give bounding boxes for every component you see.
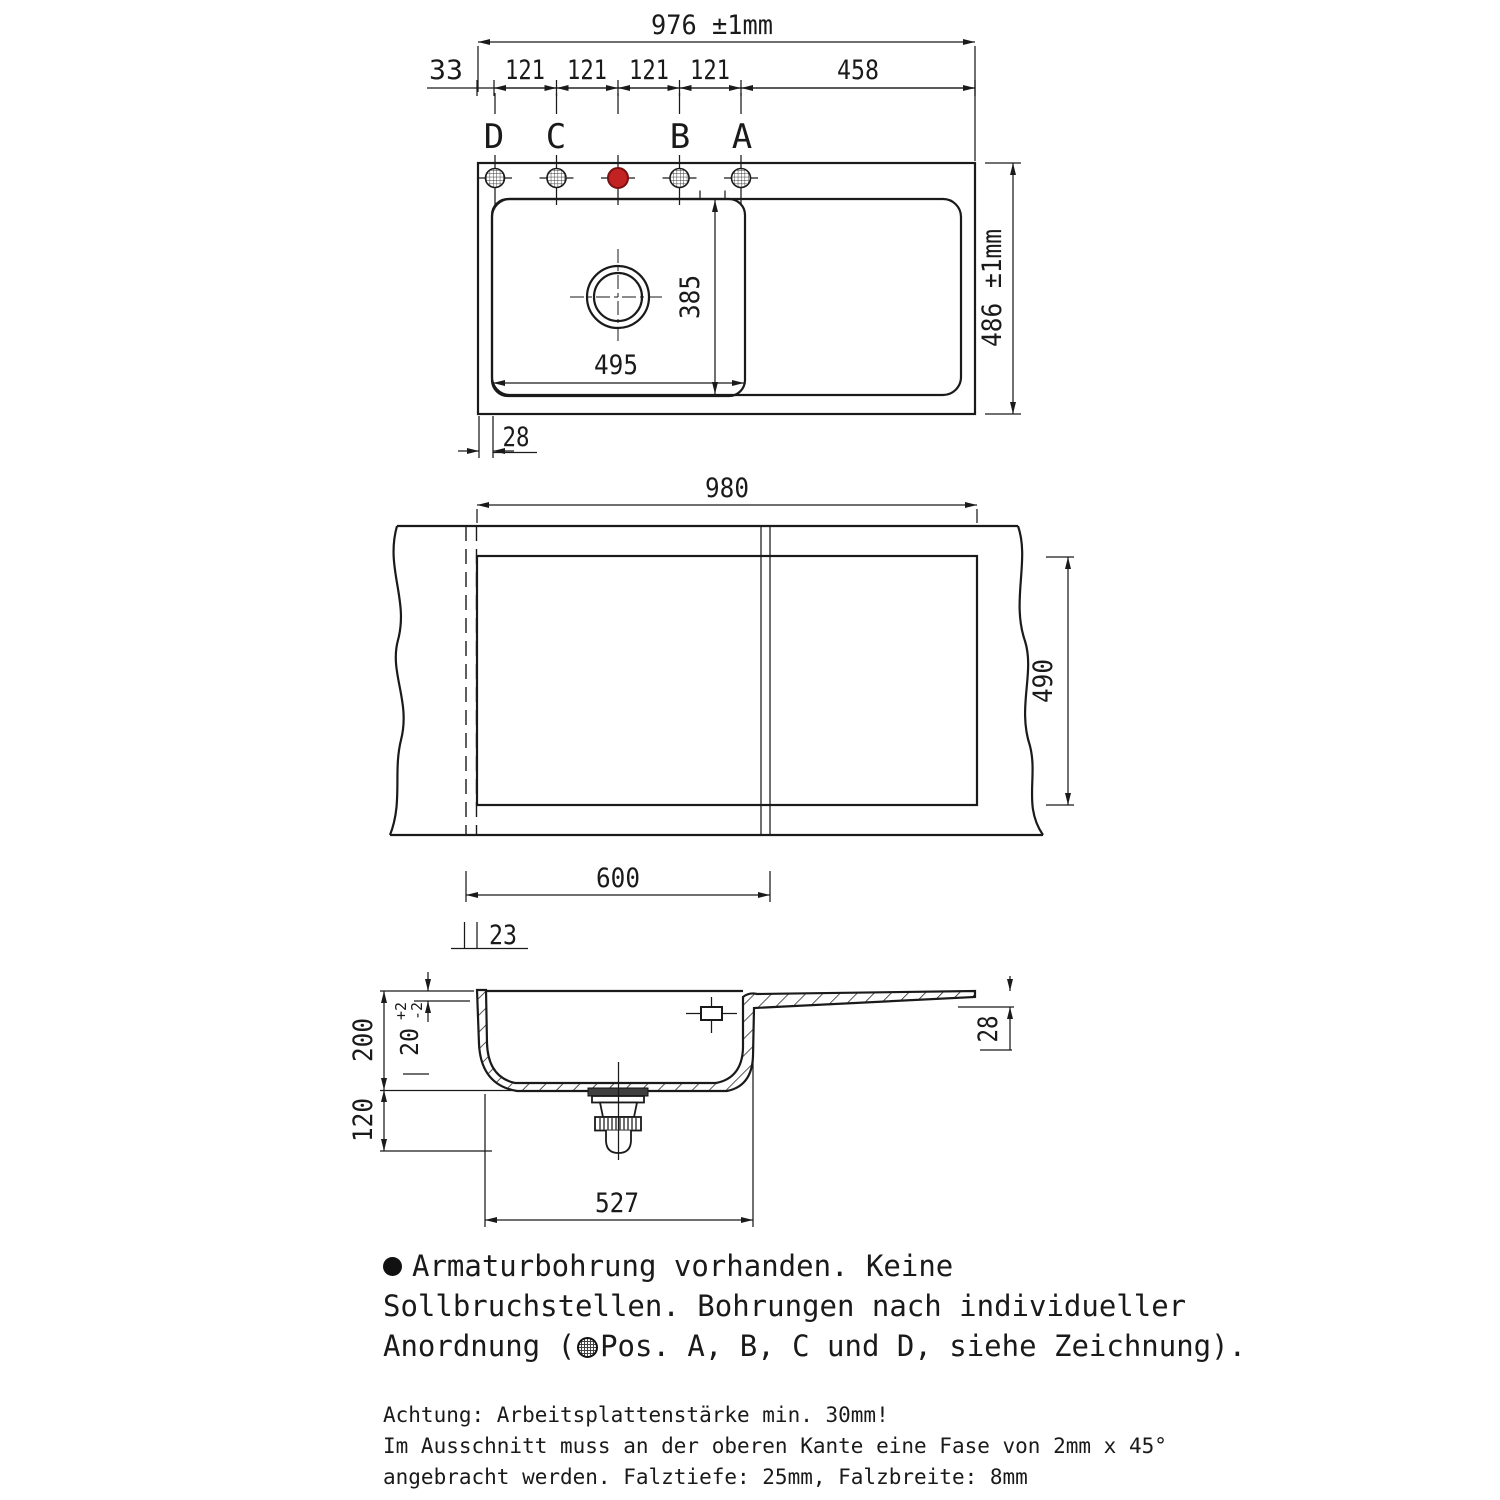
hole-letter-D: D	[483, 117, 505, 157]
dim-front-offset-label: 23	[489, 920, 517, 951]
hole-letter-C: C	[545, 117, 567, 157]
sink-body-section	[477, 990, 975, 1091]
cutout-view	[390, 473, 1074, 951]
worktop-break-left	[390, 526, 404, 835]
dim-hole-spacing-chain	[427, 55, 975, 114]
dim-rim-plus: +2	[392, 1001, 410, 1020]
dim-cutout-width	[477, 473, 977, 523]
warning-line-2: Im Ausschnitt muss an der oberen Kante eine Fase von 2mm x 45°	[383, 1434, 1167, 1458]
drain-assembly	[588, 1062, 648, 1160]
note-line-1-text: Armaturbohrung vorhanden. Keine	[412, 1249, 954, 1283]
seg-121-label: 121	[505, 55, 545, 86]
dim-cutout-depth-label: 490	[1028, 654, 1059, 703]
hole-letters	[484, 117, 752, 157]
dim-cutout-depth	[1028, 557, 1074, 805]
dim-clearance-label: 120	[348, 1093, 379, 1142]
dim-rim-tolerance	[392, 972, 470, 1074]
bullet-dot-icon	[383, 1257, 402, 1276]
hole-extension-lines	[495, 93, 741, 114]
dim-edge-height-label: 28	[973, 1009, 1004, 1043]
hole-B-icon	[670, 169, 689, 188]
note-line-2	[383, 1286, 1246, 1326]
notes-block-holes	[383, 1246, 1246, 1366]
seg-121-label: 121	[690, 55, 730, 86]
dim-cabinet-width	[466, 863, 770, 902]
hole-letter-B: B	[669, 117, 691, 157]
hole-center-drilled-icon	[608, 168, 628, 188]
note-line-1	[383, 1246, 1246, 1286]
dim-rim-value: 20	[395, 1025, 424, 1056]
warning-line-3: angebracht werden. Falztiefe: 25mm, Falzbreite: 8mm	[383, 1465, 1028, 1489]
dim-edge-offset-label: 28	[502, 422, 530, 453]
hole-letter-A: A	[731, 117, 753, 157]
dim-edge-offset	[458, 416, 537, 458]
seg-458-label: 458	[837, 55, 879, 86]
seg-121-label: 121	[629, 55, 669, 86]
seg-33-label: 33	[429, 55, 463, 86]
hole-C-icon	[547, 169, 566, 188]
dim-total-height-label: 200	[348, 1013, 379, 1062]
hole-A-icon	[732, 169, 751, 188]
faucet-hole-section	[686, 997, 737, 1033]
dim-overall-depth	[977, 163, 1021, 414]
note-line-3-prefix: Anordnung (	[383, 1329, 576, 1363]
dim-section-bowl-width-label: 527	[595, 1188, 639, 1219]
dim-overall-width-label: 976 ±1mm	[651, 10, 773, 41]
note-line-3	[383, 1326, 1246, 1366]
recess-outline	[492, 199, 961, 395]
section-view	[348, 972, 1014, 1227]
dim-rim-minus: -2	[408, 1001, 426, 1020]
dim-edge-height	[958, 976, 1014, 1050]
note-line-2-text: Sollbruchstellen. Bohrungen nach individueller	[383, 1289, 1187, 1323]
dim-bowl-width	[493, 350, 744, 383]
seg-121-label: 121	[567, 55, 607, 86]
dim-bowl-width-label: 495	[594, 350, 638, 381]
dim-front-offset	[451, 920, 528, 951]
dim-overall-depth-label: 486 ±1mm	[977, 216, 1008, 347]
dim-cabinet-width-label: 600	[596, 863, 640, 894]
dim-bowl-depth	[675, 200, 715, 394]
cutout-outline	[477, 556, 977, 805]
dim-cutout-width-label: 980	[705, 473, 749, 504]
notes-block-warning	[383, 1400, 1167, 1493]
warning-line-1: Achtung: Arbeitsplattenstärke min. 30mm!	[383, 1403, 889, 1427]
sink-outline	[478, 163, 975, 414]
hole-D-icon	[486, 169, 505, 188]
note-line-3-suffix: Pos. A, B, C und D, siehe Zeichnung).	[600, 1329, 1247, 1363]
dim-bowl-depth-label: 385	[675, 270, 706, 319]
dim-clearance	[348, 1090, 384, 1151]
drain-hole-plan	[570, 249, 666, 345]
dim-total-height	[348, 991, 384, 1090]
top-view	[427, 10, 1021, 458]
hatched-hole-icon	[577, 1337, 598, 1358]
